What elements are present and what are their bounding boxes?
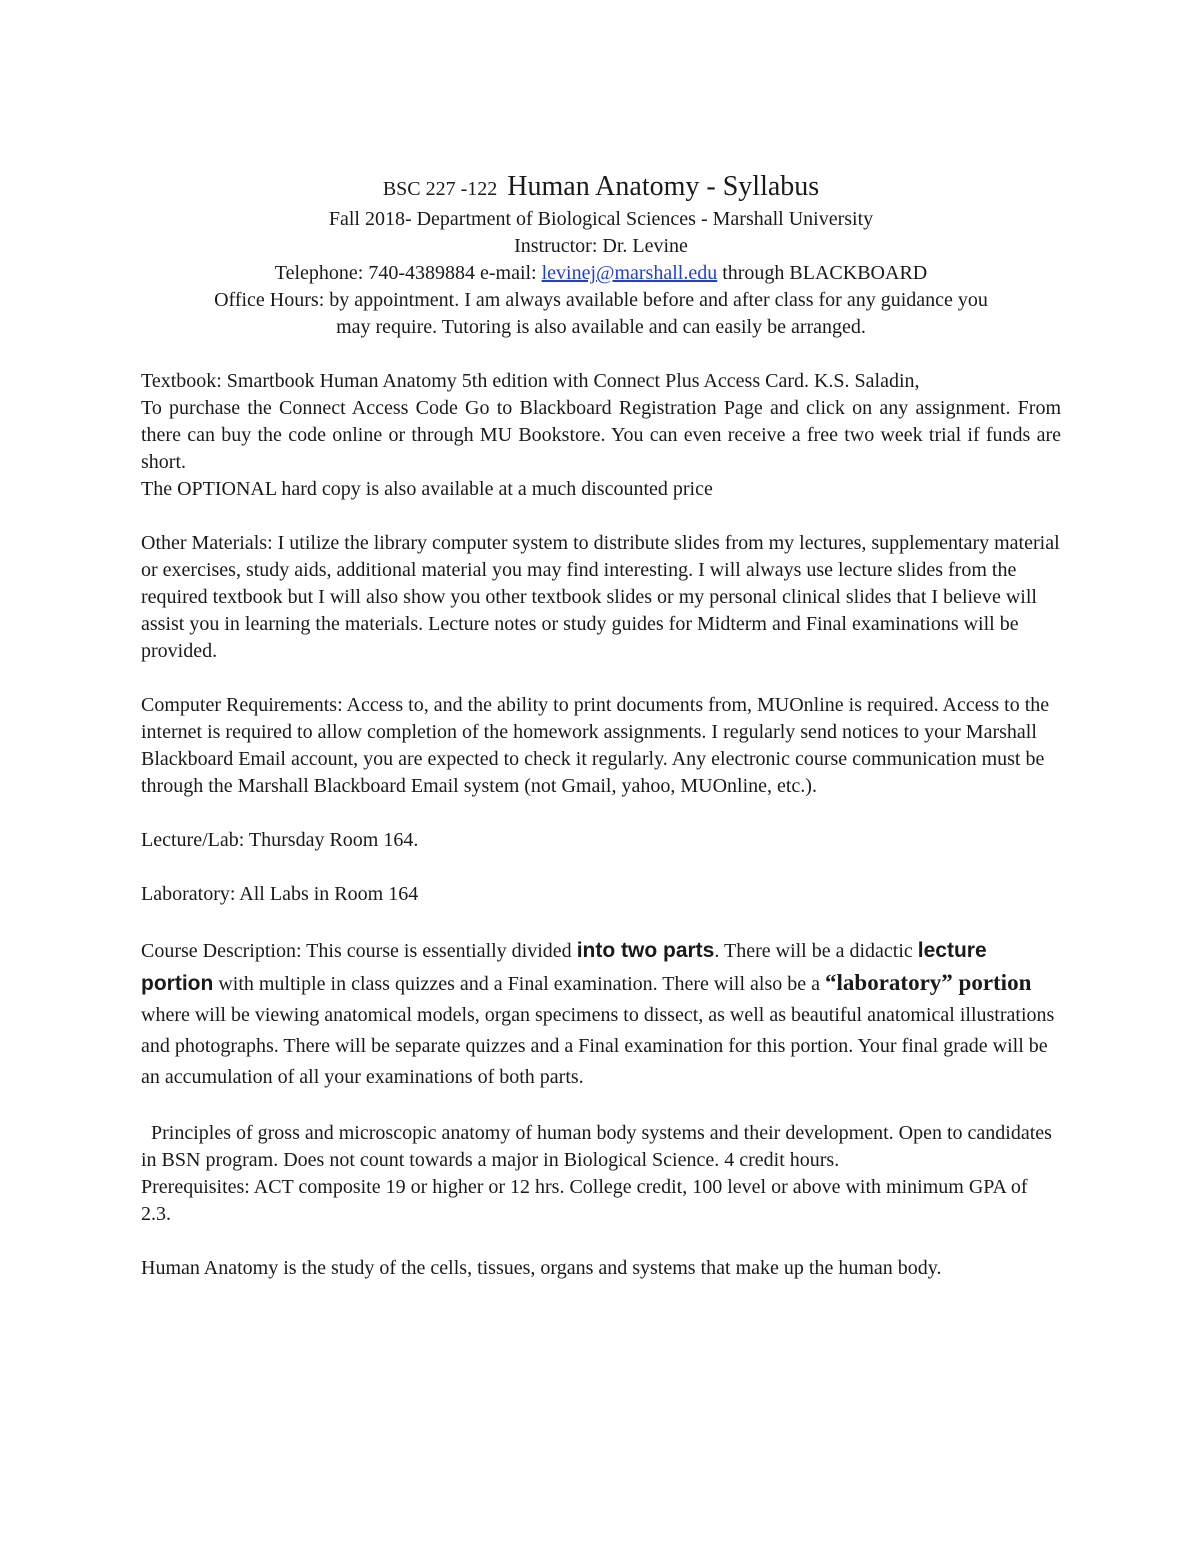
term-line: Fall 2018- Department of Biological Sciences - Marshall University	[328, 208, 874, 230]
purchase-paragraph: To purchase the Connect Access Code Go to Blackboard Registration Page and click on any assignment. From there can buy the code online or through MU Bookstore. You can even receive a free two week trial if funds are short.	[141, 397, 1061, 473]
contact-line	[141, 260, 1061, 287]
computer-requirements-paragraph: Computer Requirements: Access to, and the ability to print documents from, MUOnline is required. Access to the internet is required to allow completion of the homework assignments. I regularly send notices to your Marshall Blackboard Email account, you are expected to check it regularly. Any electronic course communication must be through the Marshall Blackboard Email system (not Gmail, yahoo, MUOnline, etc.).	[141, 694, 1050, 797]
syllabus-header	[141, 170, 1061, 341]
course-description-paragraph	[141, 935, 1061, 1093]
prerequisites-paragraph: Prerequisites: ACT composite 19 or higher or 12 hrs. College credit, 100 level or above with minimum GPA of 2.3.	[141, 1176, 1028, 1225]
principles-paragraph: Principles of gross and microscopic anatomy of human body systems and their development. Open to candidates in BSN program. Does not count towards a major in Biological Science. 4 credit hours.	[141, 1122, 1057, 1171]
course-description-text-2: . There will be a didactic	[714, 940, 918, 962]
course-code: BSC 227 -122	[382, 178, 498, 200]
optional-hardcopy-paragraph: The OPTIONAL hard copy is also available at a much discounted price	[141, 478, 713, 500]
contact-suffix: through BLACKBOARD	[717, 262, 928, 284]
course-description-text-1: Course Description: This course is essentially divided	[141, 940, 577, 962]
syllabus-page	[141, 170, 1061, 1282]
course-description-bold-1: into two parts	[576, 939, 715, 962]
office-hours-line-1: Office Hours: by appointment. I am always available before and after class for any guidance you	[214, 289, 988, 311]
human-anatomy-definition: Human Anatomy is the study of the cells, tissues, organs and systems that make up the human body.	[141, 1257, 942, 1279]
office-hours-line-2: may require. Tutoring is also available and can easily be arranged.	[336, 316, 866, 338]
instructor-line: Instructor: Dr. Levine	[514, 235, 688, 257]
lecture-lab-line: Lecture/Lab: Thursday Room 164.	[141, 829, 419, 851]
course-description-text-3: with multiple in class quizzes and a Final examination. There will also be a	[213, 973, 826, 995]
other-materials-paragraph: Other Materials: I utilize the library computer system to distribute slides from my lectures, supplementary material or exercises, study aids, additional material you may find interesting. I will always use lecture slides from the required textbook but I will also show you other textbook slides or my personal clinical slides that I believe will assist you in learning the materials. Lecture notes or study guides for Midterm and Final examinations will be provided.	[141, 532, 1060, 662]
telephone-text: Telephone: 740-4389884 e-mail:	[274, 262, 542, 284]
textbook-paragraph: Textbook: Smartbook Human Anatomy 5th edition with Connect Plus Access Card. K.S. Saladin,	[141, 370, 920, 392]
course-description-bold-3: “laboratory” portion	[825, 970, 1032, 995]
course-description-text-4: where will be viewing anatomical models, organ specimens to dissect, as well as beautiful anatomical illustrations and photographs. There will be separate quizzes and a Final examination for this portion. Your final grade will be an accumulation of all your examinations of both parts.	[141, 1004, 1055, 1088]
laboratory-line: Laboratory: All Labs in Room 164	[141, 883, 419, 905]
course-description-bold-2: lecture portion	[141, 939, 987, 995]
email-link[interactable]: levinej@marshall.edu	[541, 262, 718, 284]
page-title: Human Anatomy - Syllabus	[507, 171, 820, 202]
title-line	[141, 170, 1061, 206]
